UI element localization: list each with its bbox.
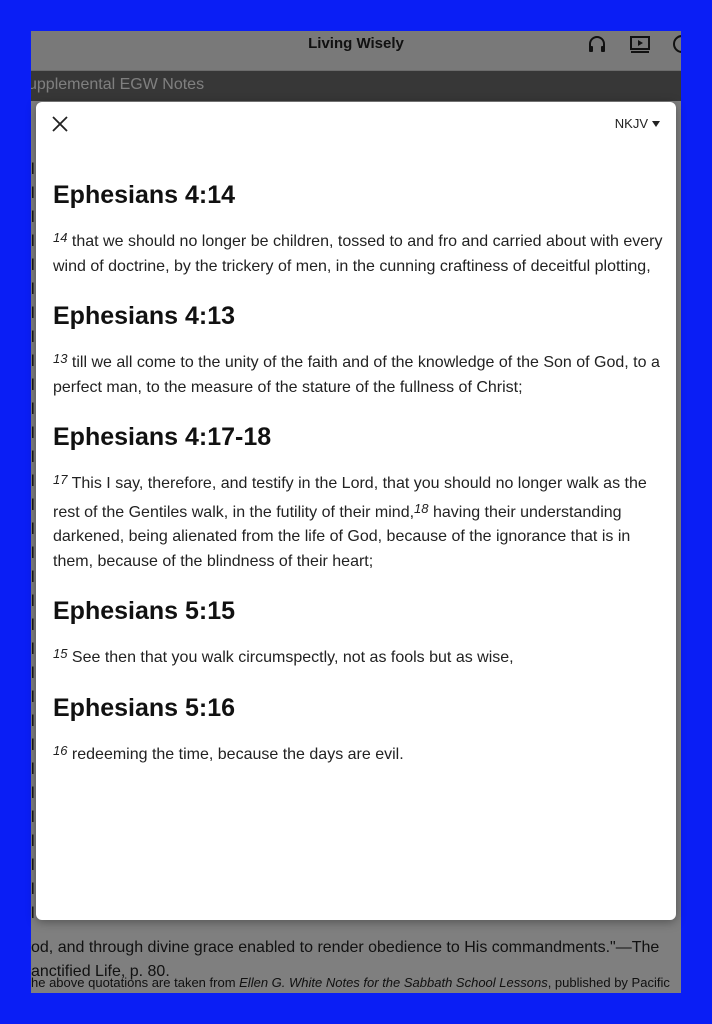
passage: [53, 180, 663, 279]
close-icon[interactable]: [50, 114, 70, 134]
verse-number: 14: [53, 230, 68, 245]
passage-text: [53, 226, 663, 279]
verse-text: redeeming the time, because the days are evil.: [67, 745, 404, 763]
verse-number: 16: [53, 742, 68, 758]
passage: [53, 596, 663, 671]
verse-text: having their understanding darkened, being alienated from the life of God, because of the ignorance that is in them, because of the blindness of their heart;: [53, 503, 631, 570]
passage-reference: Ephesians 4:17-18: [53, 423, 272, 451]
passage-reference: Ephesians 4:13: [53, 302, 236, 330]
caret-down-icon: [652, 121, 660, 127]
bible-version-label: NKJV: [614, 116, 648, 131]
passage: [53, 301, 663, 400]
passage: [53, 693, 663, 768]
passage-list: [53, 180, 663, 789]
passage-text: [53, 347, 663, 400]
passage: [53, 422, 663, 574]
verse-number: 17: [53, 472, 68, 487]
verse-number: 15: [53, 646, 68, 661]
passage-reference: Ephesians 5:15: [53, 597, 236, 625]
passage-text: [53, 642, 663, 671]
verse-text: See then that you walk circumspectly, not as fools but as wise,: [67, 649, 514, 666]
scripture-modal: [36, 102, 676, 920]
passage-reference: Ephesians 5:16: [53, 693, 236, 722]
passage-reference: Ephesians 4:14: [53, 181, 236, 209]
verse-text: that we should no longer be children, tossed to and fro and carried about with every wind of doctrine, by the trickery of men, in the cunning craftiness of deceitful plotting,: [53, 233, 663, 275]
verse-number: 13: [53, 351, 68, 366]
passage-text: [53, 468, 663, 574]
bible-version-select[interactable]: [615, 116, 660, 131]
verse-text: This I say, therefore, and testify in the Lord, that you should no longer walk as the rest of the Gentiles walk, in the futility of their mind,: [53, 475, 647, 521]
verse-number: 18: [414, 500, 429, 516]
verse-text: till we all come to the unity of the faith and of the knowledge of the Son of God, to a perfect man, to the measure of the stature of the fullness of Christ;: [53, 354, 660, 396]
passage-text: [53, 739, 663, 768]
